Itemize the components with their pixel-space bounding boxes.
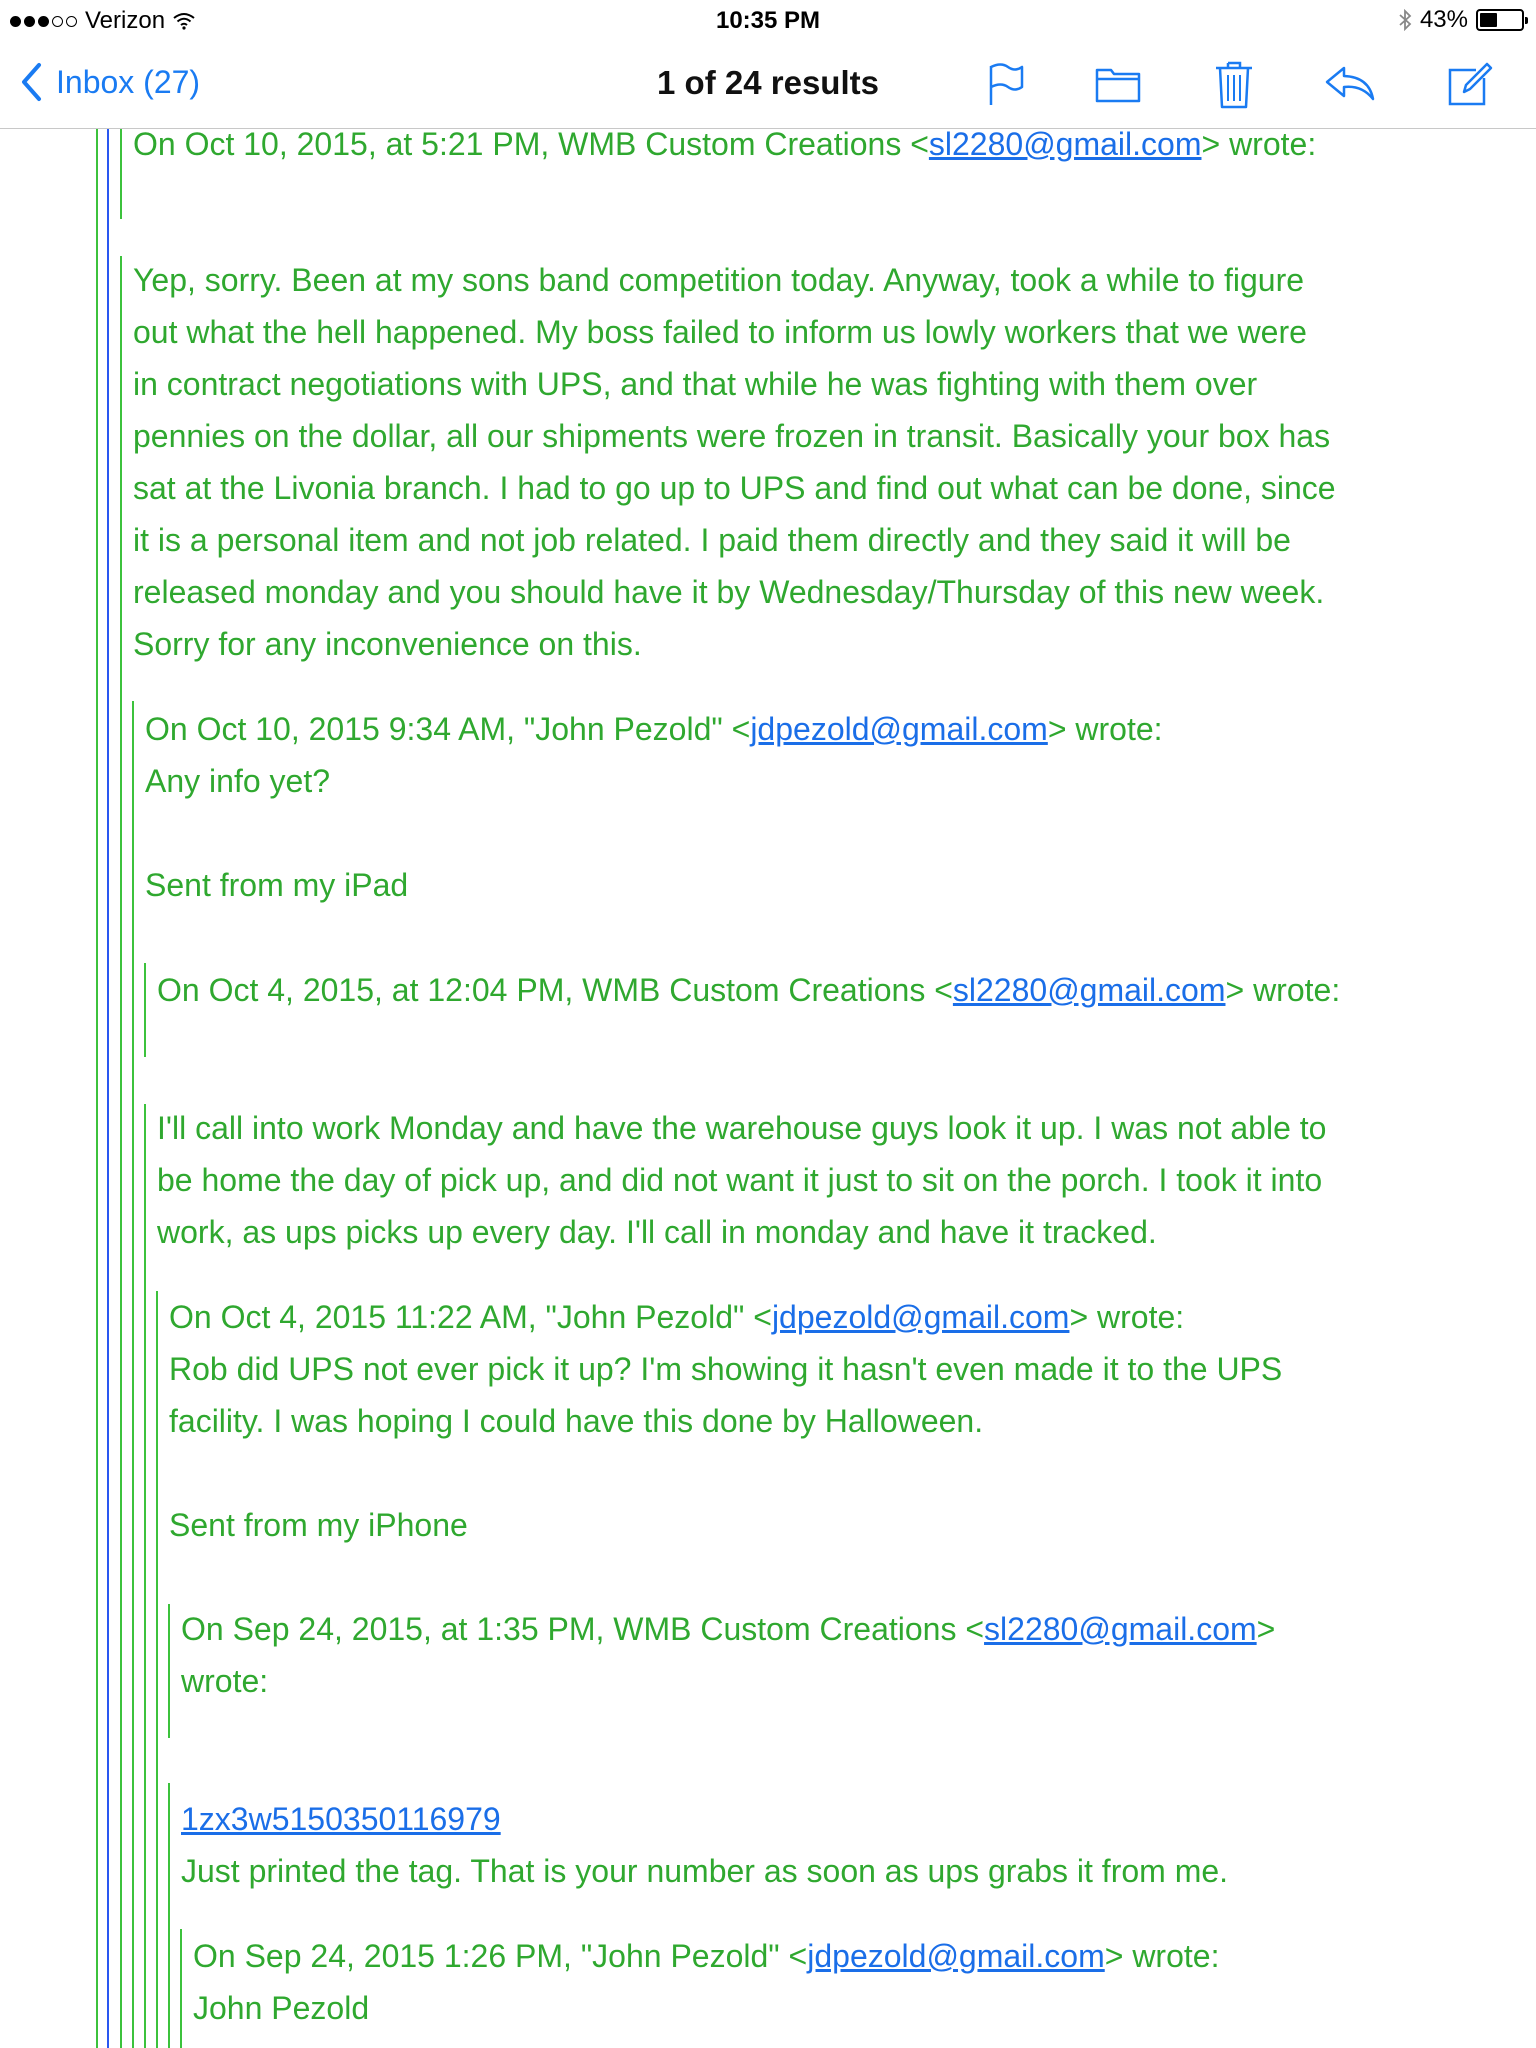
quote-header: On Sep 24, 2015 1:26 PM, "John Pezold" <jdpezold@gmail.com> wrote: [193,1938,1220,1974]
move-to-folder-button[interactable] [1088,54,1148,114]
quote-header-continued: wrote: [181,1663,269,1699]
quote-header: On Oct 10, 2015, at 5:21 PM, WMB Custom Creations <sl2280@gmail.com> wrote: [133,129,1316,170]
nav-bar [0,40,1536,129]
quote-header: On Oct 10, 2015 9:34 AM, "John Pezold" <jdpezold@gmail.com> wrote: [145,711,1163,747]
message-line: be home the day of pick up, and did not want it just to sit on the porch. I took it into [157,1162,1323,1198]
email-link[interactable]: jdpezold@gmail.com [807,1938,1105,1974]
email-body[interactable] [0,129,1536,2048]
bluetooth-icon [1398,9,1412,31]
message-line: sat at the Livonia branch. I had to go up to UPS and find out what can be done, since [133,470,1336,506]
compose-icon [1446,60,1494,108]
email-link[interactable]: jdpezold@gmail.com [771,1299,1070,1335]
quote-bar [144,1104,146,2048]
email-link[interactable]: sl2280@gmail.com [952,972,1226,1008]
battery-icon [1476,9,1524,31]
page-title: 1 of 24 results [657,64,879,101]
compose-button[interactable] [1440,54,1500,114]
message-line: in contract negotiations with UPS, and that while he was fighting with them over [133,366,1258,402]
folder-icon [1095,64,1141,104]
message-line: Sorry for any inconvenience on this. [133,626,642,662]
quote-bar [132,701,134,2048]
signature: Sent from my iPad [145,867,409,903]
message-line: pennies on the dollar, all our shipments were frozen in transit. Basically your box has [133,418,1331,454]
quote-bar [168,1604,170,1738]
signature: Sent from my iPhone [169,1507,468,1543]
message-line: it is a personal item and not job related. I paid them directly and they said it will be [133,522,1291,558]
battery-percent: 43% [1419,6,1468,33]
message-line: Just printed the tag. That is your number as soon as ups grabs it from me. [181,1853,1229,1889]
flag-button[interactable] [976,54,1036,114]
quote-bar [120,129,122,219]
quote-header: On Oct 4, 2015, at 12:04 PM, WMB Custom Creations <sl2280@gmail.com> wrote: [157,972,1341,1008]
email-link[interactable]: sl2280@gmail.com [928,129,1202,162]
tracking-number-link[interactable]: 1zx3w5150350116979 [181,1801,501,1837]
message-line: out what the hell happened. My boss failed to inform us lowly workers that we were [133,314,1307,350]
email-link[interactable]: jdpezold@gmail.com [750,711,1048,747]
message-line: work, as ups picks up every day. I'll call in monday and have it tracked. [157,1214,1157,1250]
message-line: released monday and you should have it by Wednesday/Thursday of this new week. [133,574,1325,610]
flag-icon [986,61,1026,107]
email-link[interactable]: sl2280@gmail.com [984,1611,1257,1647]
quote-header: On Oct 4, 2015 11:22 AM, "John Pezold" <jdpezold@gmail.com> wrote: [169,1299,1185,1335]
reply-icon [1324,64,1376,104]
quote-bar [96,129,98,2048]
trash-icon [1214,58,1254,110]
message-line: I'll call into work Monday and have the warehouse guys look it up. I was not able to [157,1110,1327,1146]
back-label: Inbox (27) [56,63,201,100]
quote-bar [156,1291,158,2048]
status-right [1398,6,1524,34]
message-line: John Pezold [193,1990,370,2026]
message-line: facility. I was hoping I could have this done by Halloween. [169,1403,984,1439]
quote-bar [144,963,146,1057]
status-bar [0,0,1536,40]
quote-header: On Sep 24, 2015, at 1:35 PM, WMB Custom Creations <sl2280@gmail.com> [181,1611,1276,1647]
message-line: Rob did UPS not ever pick it up? I'm showing it hasn't even made it to the UPS [169,1351,1283,1387]
reply-button[interactable] [1320,54,1380,114]
quote-bar [168,1783,170,2048]
quote-bar [180,1929,182,2048]
quote-bar [120,256,122,2048]
message-line: Yep, sorry. Been at my sons band competition today. Anyway, took a while to figure [133,262,1305,298]
carrier-name: Verizon [85,7,166,34]
quote-bar [107,129,109,2048]
message-line: Any info yet? [145,763,330,799]
clock: 10:35 PM [715,7,821,34]
delete-button[interactable] [1204,54,1264,114]
